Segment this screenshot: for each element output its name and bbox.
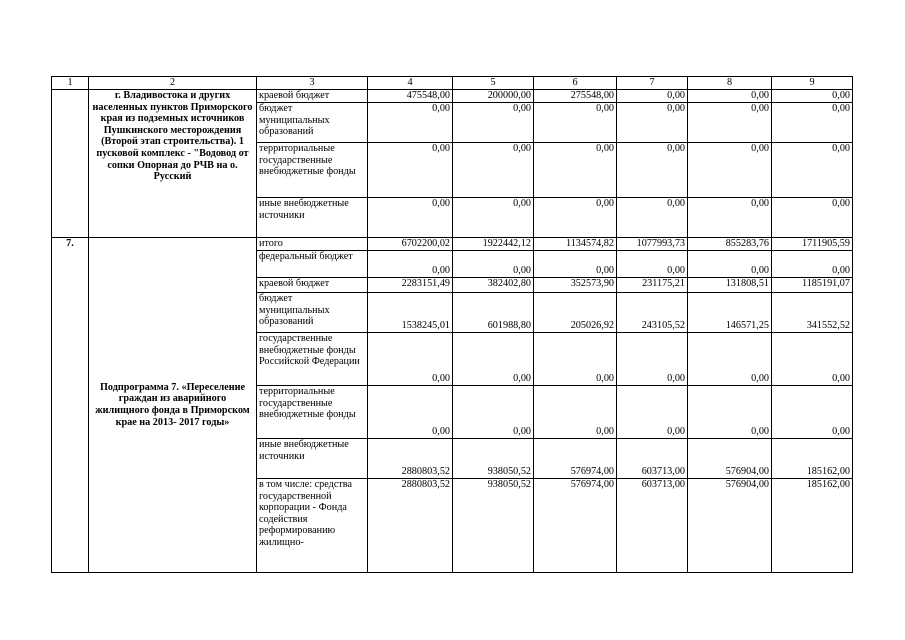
value-cell: 576904,00	[688, 479, 772, 573]
funding-source-cell: итого	[257, 238, 368, 251]
value-cell: 6702200,02	[368, 238, 453, 251]
value-cell: 131808,51	[688, 278, 772, 293]
value-cell: 0,00	[772, 333, 853, 386]
value-cell: 0,00	[368, 143, 453, 198]
value-cell: 205026,92	[534, 293, 617, 333]
value-cell: 938050,52	[453, 439, 534, 479]
value-cell: 1922442,12	[453, 238, 534, 251]
value-cell: 0,00	[453, 251, 534, 278]
value-cell: 0,00	[617, 386, 688, 439]
value-cell: 341552,52	[772, 293, 853, 333]
funding-source-cell: федеральный бюджет	[257, 251, 368, 278]
value-cell: 0,00	[617, 251, 688, 278]
value-cell: 0,00	[688, 386, 772, 439]
value-cell: 0,00	[534, 103, 617, 143]
value-cell: 146571,25	[688, 293, 772, 333]
value-cell: 0,00	[534, 386, 617, 439]
value-cell: 275548,00	[534, 90, 617, 103]
value-cell: 2880803,52	[368, 439, 453, 479]
header-cell: 9	[772, 77, 853, 90]
value-cell: 0,00	[368, 251, 453, 278]
value-cell: 0,00	[534, 143, 617, 198]
funding-source-cell: в том числе: средства государственной корпорации - Фонда содействия реформированию жилищно-	[257, 479, 368, 573]
value-cell: 0,00	[368, 103, 453, 143]
value-cell: 243105,52	[617, 293, 688, 333]
value-cell: 0,00	[617, 198, 688, 238]
program-name-cell: Подпрограмма 7. «Переселение граждан из аварийного жилищного фонда в Приморском крае на 2013- 2017 годы»	[89, 238, 257, 573]
header-cell: 3	[257, 77, 368, 90]
value-cell: 603713,00	[617, 479, 688, 573]
value-cell: 352573,90	[534, 278, 617, 293]
funding-source-cell: бюджет муниципальных образований	[257, 103, 368, 143]
value-cell: 0,00	[368, 198, 453, 238]
value-cell: 0,00	[453, 386, 534, 439]
value-cell: 0,00	[617, 143, 688, 198]
budget-table	[51, 76, 853, 573]
value-cell: 0,00	[453, 143, 534, 198]
value-cell: 0,00	[453, 103, 534, 143]
value-cell: 0,00	[688, 198, 772, 238]
value-cell: 0,00	[453, 333, 534, 386]
funding-source-cell: краевой бюджет	[257, 278, 368, 293]
value-cell: 382402,80	[453, 278, 534, 293]
table-row	[52, 238, 853, 251]
value-cell: 0,00	[688, 333, 772, 386]
funding-source-cell: краевой бюджет	[257, 90, 368, 103]
funding-source-cell: иные внебюджетные источники	[257, 198, 368, 238]
value-cell: 0,00	[617, 333, 688, 386]
value-cell: 0,00	[688, 251, 772, 278]
value-cell: 0,00	[688, 90, 772, 103]
value-cell: 576974,00	[534, 479, 617, 573]
value-cell: 231175,21	[617, 278, 688, 293]
value-cell: 1185191,07	[772, 278, 853, 293]
header-cell: 6	[534, 77, 617, 90]
header-cell: 5	[453, 77, 534, 90]
value-cell: 1711905,59	[772, 238, 853, 251]
value-cell: 0,00	[688, 143, 772, 198]
funding-source-cell: государственные внебюджетные фонды Российской Федерации	[257, 333, 368, 386]
table-row	[52, 90, 853, 103]
value-cell: 2880803,52	[368, 479, 453, 573]
value-cell: 603713,00	[617, 439, 688, 479]
value-cell: 0,00	[617, 90, 688, 103]
value-cell: 0,00	[368, 333, 453, 386]
value-cell: 0,00	[772, 103, 853, 143]
value-cell: 601988,80	[453, 293, 534, 333]
value-cell: 2283151,49	[368, 278, 453, 293]
header-cell: 2	[89, 77, 257, 90]
value-cell: 185162,00	[772, 439, 853, 479]
header-cell: 1	[52, 77, 89, 90]
value-cell: 0,00	[772, 251, 853, 278]
header-cell: 7	[617, 77, 688, 90]
funding-source-cell: иные внебюджетные источники	[257, 439, 368, 479]
value-cell: 1077993,73	[617, 238, 688, 251]
value-cell: 938050,52	[453, 479, 534, 573]
value-cell: 0,00	[772, 90, 853, 103]
header-cell: 8	[688, 77, 772, 90]
funding-source-cell: территориальные государственные внебюджетные фонды	[257, 386, 368, 439]
row-number-cell: 7.	[52, 238, 89, 573]
value-cell: 200000,00	[453, 90, 534, 103]
value-cell: 576974,00	[534, 439, 617, 479]
funding-source-cell: территориальные государственные внебюджетные фонды	[257, 143, 368, 198]
row-number-cell	[52, 90, 89, 238]
value-cell: 576904,00	[688, 439, 772, 479]
value-cell: 0,00	[688, 103, 772, 143]
value-cell: 1134574,82	[534, 238, 617, 251]
value-cell: 475548,00	[368, 90, 453, 103]
value-cell: 1538245,01	[368, 293, 453, 333]
value-cell: 0,00	[772, 143, 853, 198]
header-cell: 4	[368, 77, 453, 90]
value-cell: 0,00	[453, 198, 534, 238]
funding-source-cell: бюджет муниципальных образований	[257, 293, 368, 333]
value-cell: 0,00	[534, 333, 617, 386]
value-cell: 185162,00	[772, 479, 853, 573]
value-cell: 855283,76	[688, 238, 772, 251]
value-cell: 0,00	[534, 198, 617, 238]
value-cell: 0,00	[617, 103, 688, 143]
value-cell: 0,00	[772, 198, 853, 238]
value-cell: 0,00	[368, 386, 453, 439]
program-name-cell: г. Владивостока и других населенных пунктов Приморского края из подземных источников Пушкинского месторождения (Второй этап строительства). 1 пусковой комплекс - "Водовод от сопки Опорная до РЧВ на о. Русский	[89, 90, 257, 238]
value-cell: 0,00	[534, 251, 617, 278]
value-cell: 0,00	[772, 386, 853, 439]
header-row	[52, 77, 853, 90]
